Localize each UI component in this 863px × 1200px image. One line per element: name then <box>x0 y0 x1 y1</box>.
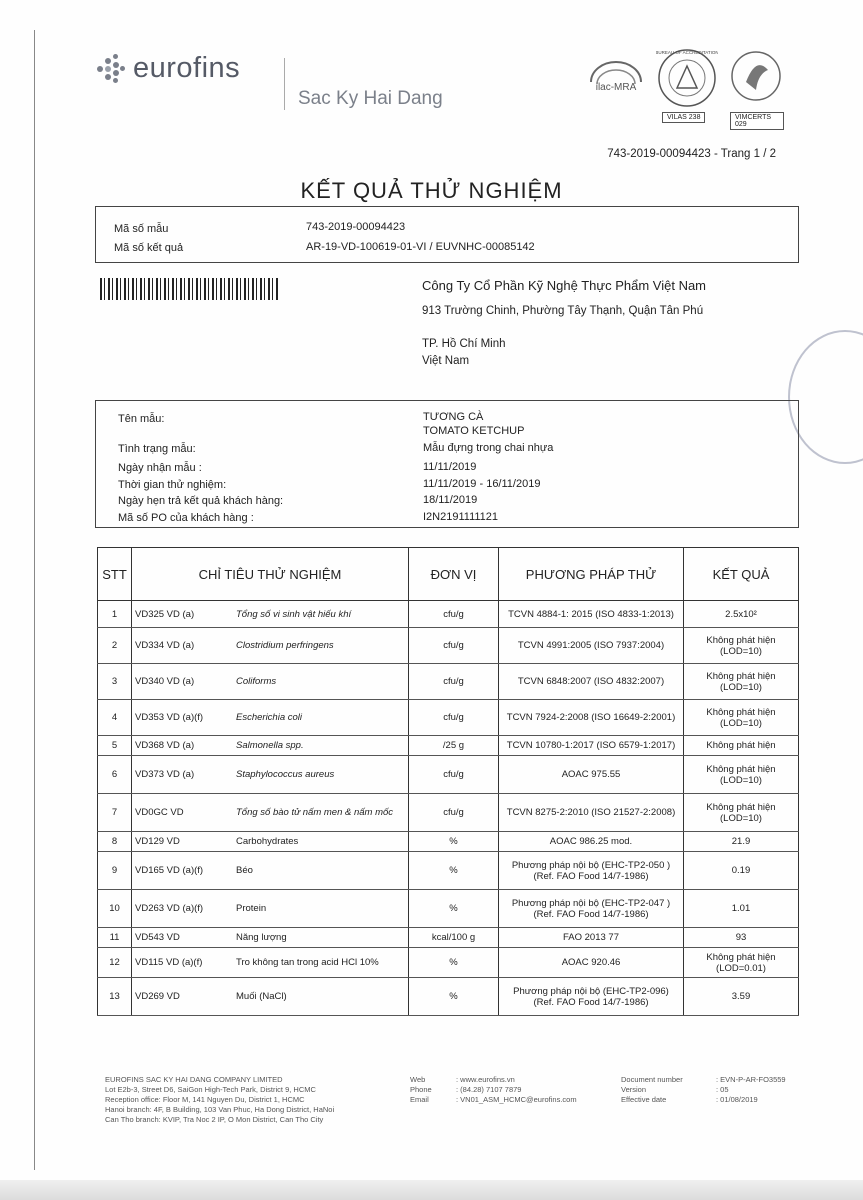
sample-state-value: Mẫu đựng trong chai nhựa <box>423 442 554 454</box>
row-result <box>684 664 799 700</box>
row-method-text: AOAC 986.25 mod. <box>549 836 633 847</box>
id-box <box>95 206 799 263</box>
row-method <box>499 736 684 756</box>
sample-no-label: Mã số mẫu <box>114 223 169 235</box>
row-result <box>684 928 799 948</box>
row-stt <box>98 736 132 756</box>
row-method-ref: (Ref. FAO Food 14/7-1986) <box>533 908 649 920</box>
row-result <box>684 628 799 664</box>
row-code <box>132 601 234 628</box>
document-number-label: Document number <box>621 1075 683 1084</box>
table-header-row <box>98 548 799 601</box>
row-method-ref: (Ref. FAO Food 14/7-1986) <box>533 996 649 1008</box>
row-method-text: FAO 2013 77 <box>563 932 619 943</box>
row-test-name-text: Carbohydrates <box>236 836 299 847</box>
row-result <box>684 948 799 978</box>
row-method <box>499 948 684 978</box>
row-result-text: Không phát hiện <box>706 801 776 813</box>
row-result <box>684 700 799 736</box>
sample-info-box <box>95 400 799 528</box>
row-stt-text: 13 <box>109 991 120 1002</box>
row-code-text: VD340 VD (a) <box>135 676 195 687</box>
row-unit <box>409 664 499 700</box>
row-unit <box>409 978 499 1016</box>
row-unit <box>409 890 499 928</box>
document-number-value: : EVN-P-AR-FO3559 <box>716 1075 786 1084</box>
row-result-text: 3.59 <box>731 991 751 1002</box>
header-method: PHƯƠNG PHÁP THỬ <box>499 548 684 601</box>
row-stt <box>98 928 132 948</box>
po-label: Mã số PO của khách hàng : <box>118 512 254 524</box>
row-method-text: TCVN 6848:2007 (ISO 4832:2007) <box>517 676 665 687</box>
row-code-text: VD0GC VD <box>135 807 184 818</box>
row-method-text: Phương pháp nội bộ (EHC-TP2-096) <box>513 985 669 997</box>
row-stt-text: 3 <box>111 676 118 687</box>
row-result-lod: (LOD=10) <box>720 774 762 786</box>
row-test-name-text: Staphylococcus aureus <box>236 769 335 780</box>
row-result <box>684 978 799 1016</box>
row-test-name <box>233 978 409 1016</box>
due-date-label: Ngày hẹn trả kết quả khách hàng: <box>118 495 284 507</box>
row-unit-text: cfu/g <box>443 769 464 780</box>
test-time-value: 11/11/2019 - 16/11/2019 <box>423 478 541 490</box>
row-method <box>499 700 684 736</box>
result-no-value: AR-19-VD-100619-01-VI / EUVNHC-00085142 <box>306 241 535 253</box>
row-test-name <box>233 664 409 700</box>
customer-city: TP. Hồ Chí Minh <box>422 338 506 350</box>
row-stt-text: 2 <box>111 640 118 651</box>
row-stt-text: 7 <box>111 807 118 818</box>
row-method <box>499 978 684 1016</box>
table-row <box>98 832 799 852</box>
row-test-name <box>233 756 409 794</box>
row-code <box>132 852 234 890</box>
table-row <box>98 978 799 1016</box>
row-unit-text: /25 g <box>442 740 465 751</box>
row-unit <box>409 756 499 794</box>
footer-address-3: Hanoi branch: 4F, B Building, 103 Van Phuc, Ha Dong District, HaNoi <box>105 1105 335 1114</box>
phone-value: : (84.28) 7107 7879 <box>456 1085 522 1094</box>
row-test-name-text: Salmonella spp. <box>236 740 304 751</box>
row-test-name-text: Tổng số vi sinh vật hiếu khí <box>236 608 352 620</box>
row-method <box>499 832 684 852</box>
footer-company: EUROFINS SAC KY HAI DANG COMPANY LIMITED <box>105 1075 283 1084</box>
row-unit <box>409 700 499 736</box>
row-test-name <box>233 700 409 736</box>
row-method-text: TCVN 4991:2005 (ISO 7937:2004) <box>517 640 665 651</box>
row-code-text: VD353 VD (a)(f) <box>135 712 204 723</box>
row-stt <box>98 978 132 1016</box>
row-result-text: 1.01 <box>731 903 751 914</box>
row-test-name <box>233 852 409 890</box>
row-unit-text: % <box>449 865 458 876</box>
row-method <box>499 628 684 664</box>
row-code <box>132 978 234 1016</box>
row-result-text: 2.5x10² <box>725 608 757 620</box>
row-stt <box>98 948 132 978</box>
footer-contact-values <box>456 1075 577 1105</box>
row-test-name <box>233 601 409 628</box>
sample-state-label: Tình trạng mẫu: <box>118 443 196 455</box>
row-code <box>132 664 234 700</box>
row-result-text: Không phát hiện <box>706 951 776 963</box>
row-result-lod: (LOD=10) <box>720 717 762 729</box>
row-result-lod: (LOD=10) <box>720 645 762 657</box>
row-test-name-text: Năng lượng <box>236 932 287 943</box>
row-unit <box>409 948 499 978</box>
row-test-name-text: Tro không tan trong acid HCl 10% <box>236 957 379 968</box>
row-code <box>132 948 234 978</box>
effective-date-label: Effective date <box>621 1095 667 1104</box>
version-label: Version <box>621 1085 647 1094</box>
row-code-text: VD115 VD (a)(f) <box>135 957 203 968</box>
row-stt <box>98 794 132 832</box>
page-title: KẾT QUẢ THỬ NGHIỆM <box>300 178 563 203</box>
row-method-text: TCVN 8275-2:2010 (ISO 21527-2:2008) <box>506 807 676 818</box>
row-stt <box>98 890 132 928</box>
svg-text:ilac-MRA: ilac-MRA <box>595 82 637 93</box>
received-date-value: 11/11/2019 <box>423 461 477 473</box>
table-row <box>98 852 799 890</box>
table-row <box>98 794 799 832</box>
row-method-text: Phương pháp nội bộ (EHC-TP2-050 ) <box>511 859 671 871</box>
row-unit-text: cfu/g <box>443 807 464 818</box>
row-test-name <box>233 832 409 852</box>
row-code <box>132 928 234 948</box>
table-row <box>98 736 799 756</box>
header-stt: STT <box>98 548 132 601</box>
row-stt-text: 5 <box>111 740 118 751</box>
document-reference: 743-2019-00094423 - Trang 1 / 2 <box>607 148 776 160</box>
row-code-text: VD334 VD (a) <box>135 640 195 651</box>
row-method <box>499 852 684 890</box>
row-stt-text: 11 <box>109 932 120 943</box>
row-method-text: TCVN 10780-1:2017 (ISO 6579-1:2017) <box>506 740 676 751</box>
row-method-text: AOAC 920.46 <box>561 957 621 968</box>
table-row <box>98 928 799 948</box>
header-unit: ĐƠN VỊ <box>409 548 499 601</box>
row-result-text: Không phát hiện <box>706 706 776 718</box>
table-row <box>98 890 799 928</box>
row-stt <box>98 756 132 794</box>
row-unit-text: cfu/g <box>443 608 464 620</box>
row-unit-text: kcal/100 g <box>431 932 476 943</box>
row-result-lod: (LOD=10) <box>720 681 762 693</box>
sample-name-label: Tên mẫu: <box>118 413 165 425</box>
header-result: KẾT QUẢ <box>684 548 799 601</box>
footer-doc-values <box>716 1075 786 1105</box>
row-code <box>132 832 234 852</box>
row-code <box>132 700 234 736</box>
row-result <box>684 794 799 832</box>
row-unit <box>409 736 499 756</box>
row-test-name-text: Clostridium perfringens <box>236 640 334 651</box>
row-stt <box>98 852 132 890</box>
row-method <box>499 601 684 628</box>
table-row <box>98 700 799 736</box>
row-stt <box>98 832 132 852</box>
customer-address: 913 Trường Chinh, Phường Tây Thạnh, Quận Tân Phú <box>422 305 704 317</box>
barcode <box>100 278 278 300</box>
table-row <box>98 756 799 794</box>
row-result-text: Không phát hiện <box>706 763 776 775</box>
row-method-text: Phương pháp nội bộ (EHC-TP2-047 ) <box>511 897 671 909</box>
phone-label: Phone <box>410 1085 432 1094</box>
row-unit-text: % <box>449 957 458 968</box>
row-code-text: VD373 VD (a) <box>135 769 195 780</box>
sample-no-value: 743-2019-00094423 <box>306 221 406 233</box>
row-stt-text: 10 <box>109 903 120 914</box>
row-test-name <box>233 794 409 832</box>
row-test-name <box>233 890 409 928</box>
row-method <box>499 928 684 948</box>
row-result-lod: (LOD=10) <box>720 812 762 824</box>
row-code <box>132 794 234 832</box>
footer-doc-labels <box>621 1075 683 1105</box>
logo-divider <box>284 58 285 110</box>
due-date-value: 18/11/2019 <box>423 494 478 506</box>
test-time-label: Thời gian thử nghiệm: <box>118 479 227 491</box>
email-value: : VN01_ASM_HCMC@eurofins.com <box>456 1095 577 1104</box>
row-unit <box>409 852 499 890</box>
row-method <box>499 664 684 700</box>
row-stt-text: 1 <box>111 608 118 620</box>
row-method <box>499 756 684 794</box>
footer-contact-labels <box>410 1075 432 1105</box>
row-code-text: VD263 VD (a)(f) <box>135 903 204 914</box>
row-stt-text: 4 <box>111 712 118 723</box>
row-stt-text: 12 <box>109 957 120 968</box>
row-stt <box>98 664 132 700</box>
row-unit <box>409 928 499 948</box>
logo-dots-icon <box>95 54 125 84</box>
row-unit-text: % <box>449 836 458 847</box>
row-result <box>684 601 799 628</box>
row-unit <box>409 628 499 664</box>
row-result <box>684 832 799 852</box>
row-code <box>132 628 234 664</box>
row-test-name <box>233 928 409 948</box>
header-test-item: CHỈ TIÊU THỬ NGHIỆM <box>132 548 409 601</box>
row-test-name-text: Escherichia coli <box>236 712 302 723</box>
row-code-text: VD325 VD (a) <box>135 608 195 620</box>
received-date-label: Ngày nhận mẫu : <box>118 462 202 474</box>
sample-name-en: TOMATO KETCHUP <box>423 425 525 437</box>
web-value: : www.eurofins.vn <box>456 1075 515 1084</box>
vimcerts-seal <box>728 46 784 126</box>
row-method <box>499 794 684 832</box>
ilac-mra-logo <box>587 60 645 102</box>
row-stt-text: 9 <box>111 865 118 876</box>
row-unit <box>409 832 499 852</box>
version-value: : 05 <box>716 1085 729 1094</box>
row-result-lod: (LOD=0.01) <box>716 962 766 974</box>
row-code <box>132 890 234 928</box>
row-method-text: AOAC 975.55 <box>561 769 621 780</box>
email-label: Email <box>410 1095 429 1104</box>
row-stt-text: 6 <box>111 769 118 780</box>
row-test-name <box>233 948 409 978</box>
page-bottom-edge <box>0 1180 863 1200</box>
row-unit-text: cfu/g <box>443 676 464 687</box>
sample-name-vi: TƯƠNG CÀ <box>423 411 484 423</box>
row-test-name <box>233 628 409 664</box>
bureau-of-accreditation-seal <box>656 46 718 126</box>
effective-date-value: : 01/08/2019 <box>716 1095 758 1104</box>
row-test-name <box>233 736 409 756</box>
table-row <box>98 948 799 978</box>
footer-address-1: Lot E2b-3, Street D6, SaiGon High-Tech Park, District 9, HCMC <box>105 1085 316 1094</box>
subbrand: Sac Ky Hai Dang <box>298 88 443 109</box>
web-label: Web <box>410 1075 426 1084</box>
row-result-text: 0.19 <box>731 865 751 876</box>
row-method-ref: (Ref. FAO Food 14/7-1986) <box>533 870 649 882</box>
customer-country: Việt Nam <box>422 355 470 367</box>
row-method <box>499 890 684 928</box>
row-code-text: VD368 VD (a) <box>135 740 195 751</box>
row-unit-text: cfu/g <box>443 640 464 651</box>
row-unit <box>409 794 499 832</box>
row-unit-text: % <box>449 991 458 1002</box>
eurofins-logo <box>95 52 240 85</box>
row-result-text: 93 <box>735 932 747 943</box>
row-method-text: TCVN 4884-1: 2015 (ISO 4833-1:2013) <box>508 608 674 620</box>
row-code-text: VD129 VD <box>135 836 180 847</box>
row-result-text: Không phát hiện <box>706 670 776 682</box>
row-result <box>684 756 799 794</box>
footer-address-2: Reception office: Floor M, 141 Nguyen Du, District 1, HCMC <box>105 1095 305 1104</box>
row-test-name-text: Tổng số bào tử nấm men & nấm mốc <box>236 807 394 818</box>
row-code-text: VD543 VD <box>135 932 180 943</box>
row-method-text: TCVN 7924-2:2008 (ISO 16649-2:2001) <box>506 712 676 723</box>
row-result <box>684 852 799 890</box>
row-stt <box>98 628 132 664</box>
customer-name: Công Ty Cổ Phần Kỹ Nghệ Thực Phẩm Việt Nam <box>422 278 707 293</box>
row-unit-text: % <box>449 903 458 914</box>
row-test-name-text: Muối (NaCl) <box>236 991 287 1002</box>
row-stt-text: 8 <box>111 836 118 847</box>
svg-text:BUREAU OF ACCREDITATION: BUREAU OF ACCREDITATION <box>656 50 718 55</box>
brand-name: eurofins <box>133 52 241 84</box>
po-value: I2N2191111121 <box>423 511 499 523</box>
row-test-name-text: Coliforms <box>236 676 277 687</box>
row-result <box>684 736 799 756</box>
row-code <box>132 736 234 756</box>
company-stamp <box>788 330 863 464</box>
row-unit <box>409 601 499 628</box>
row-result-text: Không phát hiện <box>706 634 776 646</box>
row-test-name-text: Protein <box>236 903 267 914</box>
results-table <box>97 547 799 1016</box>
vilas-label: VILAS 238 <box>662 112 705 123</box>
table-row <box>98 628 799 664</box>
table-row <box>98 601 799 628</box>
row-test-name-text: Béo <box>236 865 253 876</box>
vimcerts-label: VIMCERTS 029 <box>730 112 784 130</box>
row-stt <box>98 601 132 628</box>
footer-company-block <box>105 1075 334 1125</box>
row-result-text: Không phát hiện <box>706 740 776 751</box>
row-unit-text: cfu/g <box>443 712 464 723</box>
table-row <box>98 664 799 700</box>
footer-address-4: Can Tho branch: KVIP, Tra Noc 2 IP, O Mon District, Can Tho City <box>105 1115 324 1124</box>
row-code-text: VD269 VD <box>135 991 180 1002</box>
row-result <box>684 890 799 928</box>
result-no-label: Mã số kết quả <box>114 242 184 254</box>
row-stt <box>98 700 132 736</box>
row-code-text: VD165 VD (a)(f) <box>135 865 204 876</box>
row-result-text: 21.9 <box>731 836 751 847</box>
row-code <box>132 756 234 794</box>
